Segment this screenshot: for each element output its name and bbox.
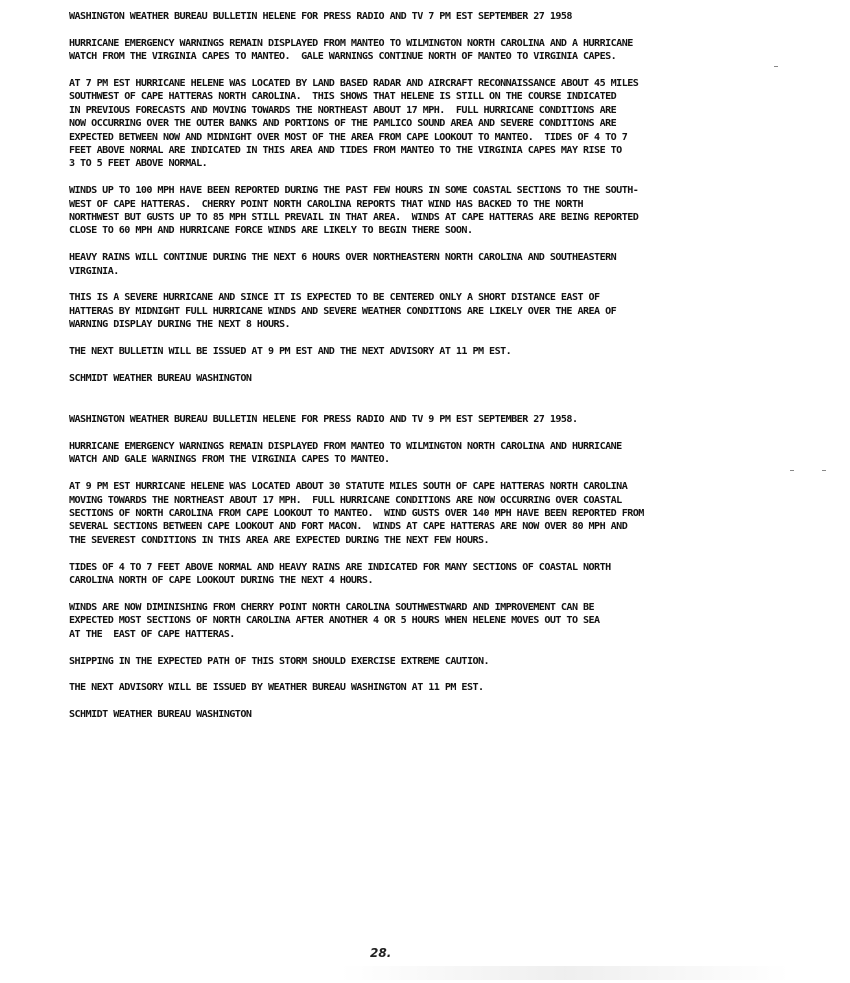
bulletin-7pm <box>69 10 769 385</box>
next-bulletin-paragraph: THE NEXT BULLETIN WILL BE ISSUED AT 9 PM EST AND THE NEXT ADVISORY AT 11 PM EST. <box>69 346 512 358</box>
bulletin-header: WASHINGTON WEATHER BUREAU BULLETIN HELENE FOR PRESS RADIO AND TV 9 PM EST SEPTEMBER 27 1958. <box>69 414 578 426</box>
severity-paragraph: THIS IS A SEVERE HURRICANE AND SINCE IT IS EXPECTED TO BE CENTERED ONLY A SHORT DISTANCE EAST OF HATTERAS BY MIDNIGHT FULL HURRICANE WINDS AND SEVERE WEATHER CONDITIONS ARE LIKELY OVER THE AREA OF WARNING DISPLAY DURING THE NEXT 8 HOURS. <box>69 292 617 331</box>
warnings-paragraph: HURRICANE EMERGENCY WARNINGS REMAIN DISPLAYED FROM MANTEO TO WILMINGTON NORTH CAROLINA AND A HURRICANE WATCH FROM THE VIRGINIA CAPES TO MANTEO. GALE WARNINGS CONTINUE NORTH OF MANTEO TO VIRGINIA CAPES. <box>69 37 633 63</box>
tides-paragraph: TIDES OF 4 TO 7 FEET ABOVE NORMAL AND HEAVY RAINS ARE INDICATED FOR MANY SECTIONS OF COASTAL NORTH CAROLINA NORTH OF CAPE LOOKOUT DURING THE NEXT 4 HOURS. <box>69 561 611 587</box>
shipping-paragraph: SHIPPING IN THE EXPECTED PATH OF THIS STORM SHOULD EXERCISE EXTREME CAUTION. <box>69 655 490 667</box>
document-body <box>69 10 769 735</box>
scan-smudge <box>340 966 790 980</box>
warnings-paragraph: HURRICANE EMERGENCY WARNINGS REMAIN DISPLAYED FROM MANTEO TO WILMINGTON NORTH CAROLINA AND HURRICANE WATCH AND GALE WARNINGS FROM THE VIRGINIA CAPES TO MANTEO. <box>69 441 622 466</box>
signature: SCHMIDT WEATHER BUREAU WASHINGTON <box>69 709 252 721</box>
location-paragraph: AT 7 PM EST HURRICANE HELENE WAS LOCATED BY LAND BASED RADAR AND AIRCRAFT RECONNAISSANCE ABOUT 45 MILES SOUTHWEST OF CAPE HATTERAS NORTH CAROLINA. THIS SHOWS THAT HELENE IS STILL ON THE COURSE INDICATED IN PREVIOUS FORECASTS AND MOVING TOWARDS THE NORTHEAST ABOUT 17 MPH. FULL HURRICANE CONDITIONS ARE NOW OCCURRING OVER THE OUTER BANKS AND PORTIONS OF THE PAMLICO SOUND AREA AND SEVERE CONDITIONS ARE EXPECTED BETWEEN NOW AND MIDNIGHT OVER MOST OF THE AREA FROM CAPE LOOKOUT TO MANTEO. TIDES OF 4 TO 7 FEET ABOVE NORMAL ARE INDICATED IN THIS AREA AND TIDES FROM MANTEO TO THE VIRGINIA CAPES MAY RISE TO 3 TO 5 FEET ABOVE NORMAL. <box>69 78 639 170</box>
scan-speck <box>822 470 826 471</box>
page-number: 28. <box>370 946 392 960</box>
bulletin-9pm <box>69 413 769 721</box>
next-advisory-paragraph: THE NEXT ADVISORY WILL BE ISSUED BY WEATHER BUREAU WASHINGTON AT 11 PM EST. <box>69 682 484 694</box>
bulletin-header: WASHINGTON WEATHER BUREAU BULLETIN HELENE FOR PRESS RADIO AND TV 7 PM EST SEPTEMBER 27 1958 <box>69 11 572 22</box>
improvement-paragraph: WINDS ARE NOW DIMINISHING FROM CHERRY POINT NORTH CAROLINA SOUTHWESTWARD AND IMPROVEMENT CAN BE EXPECTED MOST SECTIONS OF NORTH CAROLINA AFTER ANOTHER 4 OR 5 HOURS WHEN HELENE MOVES OUT TO SEA AT THE EAST OF CAPE HATTERAS. <box>69 601 600 640</box>
rains-paragraph: HEAVY RAINS WILL CONTINUE DURING THE NEXT 6 HOURS OVER NORTHEASTERN NORTH CAROLINA AND SOUTHEASTERN VIRGINIA. <box>69 252 617 277</box>
scan-speck <box>790 470 794 471</box>
location-paragraph: AT 9 PM EST HURRICANE HELENE WAS LOCATED ABOUT 30 STATUTE MILES SOUTH OF CAPE HATTERAS NORTH CAROLINA MOVING TOWARDS THE NORTHEAST ABOUT 17 MPH. FULL HURRICANE CONDITIONS ARE NOW OCCURRING OVER COASTAL SECTIONS OF NORTH CAROLINA FROM CAPE LOOKOUT TO MANTEO. WIND GUSTS OVER 140 MPH HAVE BEEN REPORTED FROM SEVERAL SECTIONS BETWEEN CAPE LOOKOUT AND FORT MACON. WINDS AT CAPE HATTERAS ARE NOW OVER 80 MPH AND THE SEVEREST CONDITIONS IN THIS AREA ARE EXPECTED DURING THE NEXT FEW HOURS. <box>69 481 644 546</box>
signature: SCHMIDT WEATHER BUREAU WASHINGTON <box>69 372 252 384</box>
winds-paragraph: WINDS UP TO 100 MPH HAVE BEEN REPORTED DURING THE PAST FEW HOURS IN SOME COASTAL SECTIONS TO THE SOUTH- WEST OF CAPE HATTERAS. CHERRY POINT NORTH CAROLINA REPORTS THAT WIND HAS BACKED TO THE NORTH NORTHWEST BUT GUSTS UP TO 85 MPH STILL PREVAIL IN THAT AREA. WINDS AT CAPE HATTERAS ARE BEING REPORTED CLOSE TO 60 MPH AND HURRICANE FORCE WINDS ARE LIKELY TO BEGIN THERE SOON. <box>69 185 639 237</box>
scan-speck <box>774 66 778 67</box>
